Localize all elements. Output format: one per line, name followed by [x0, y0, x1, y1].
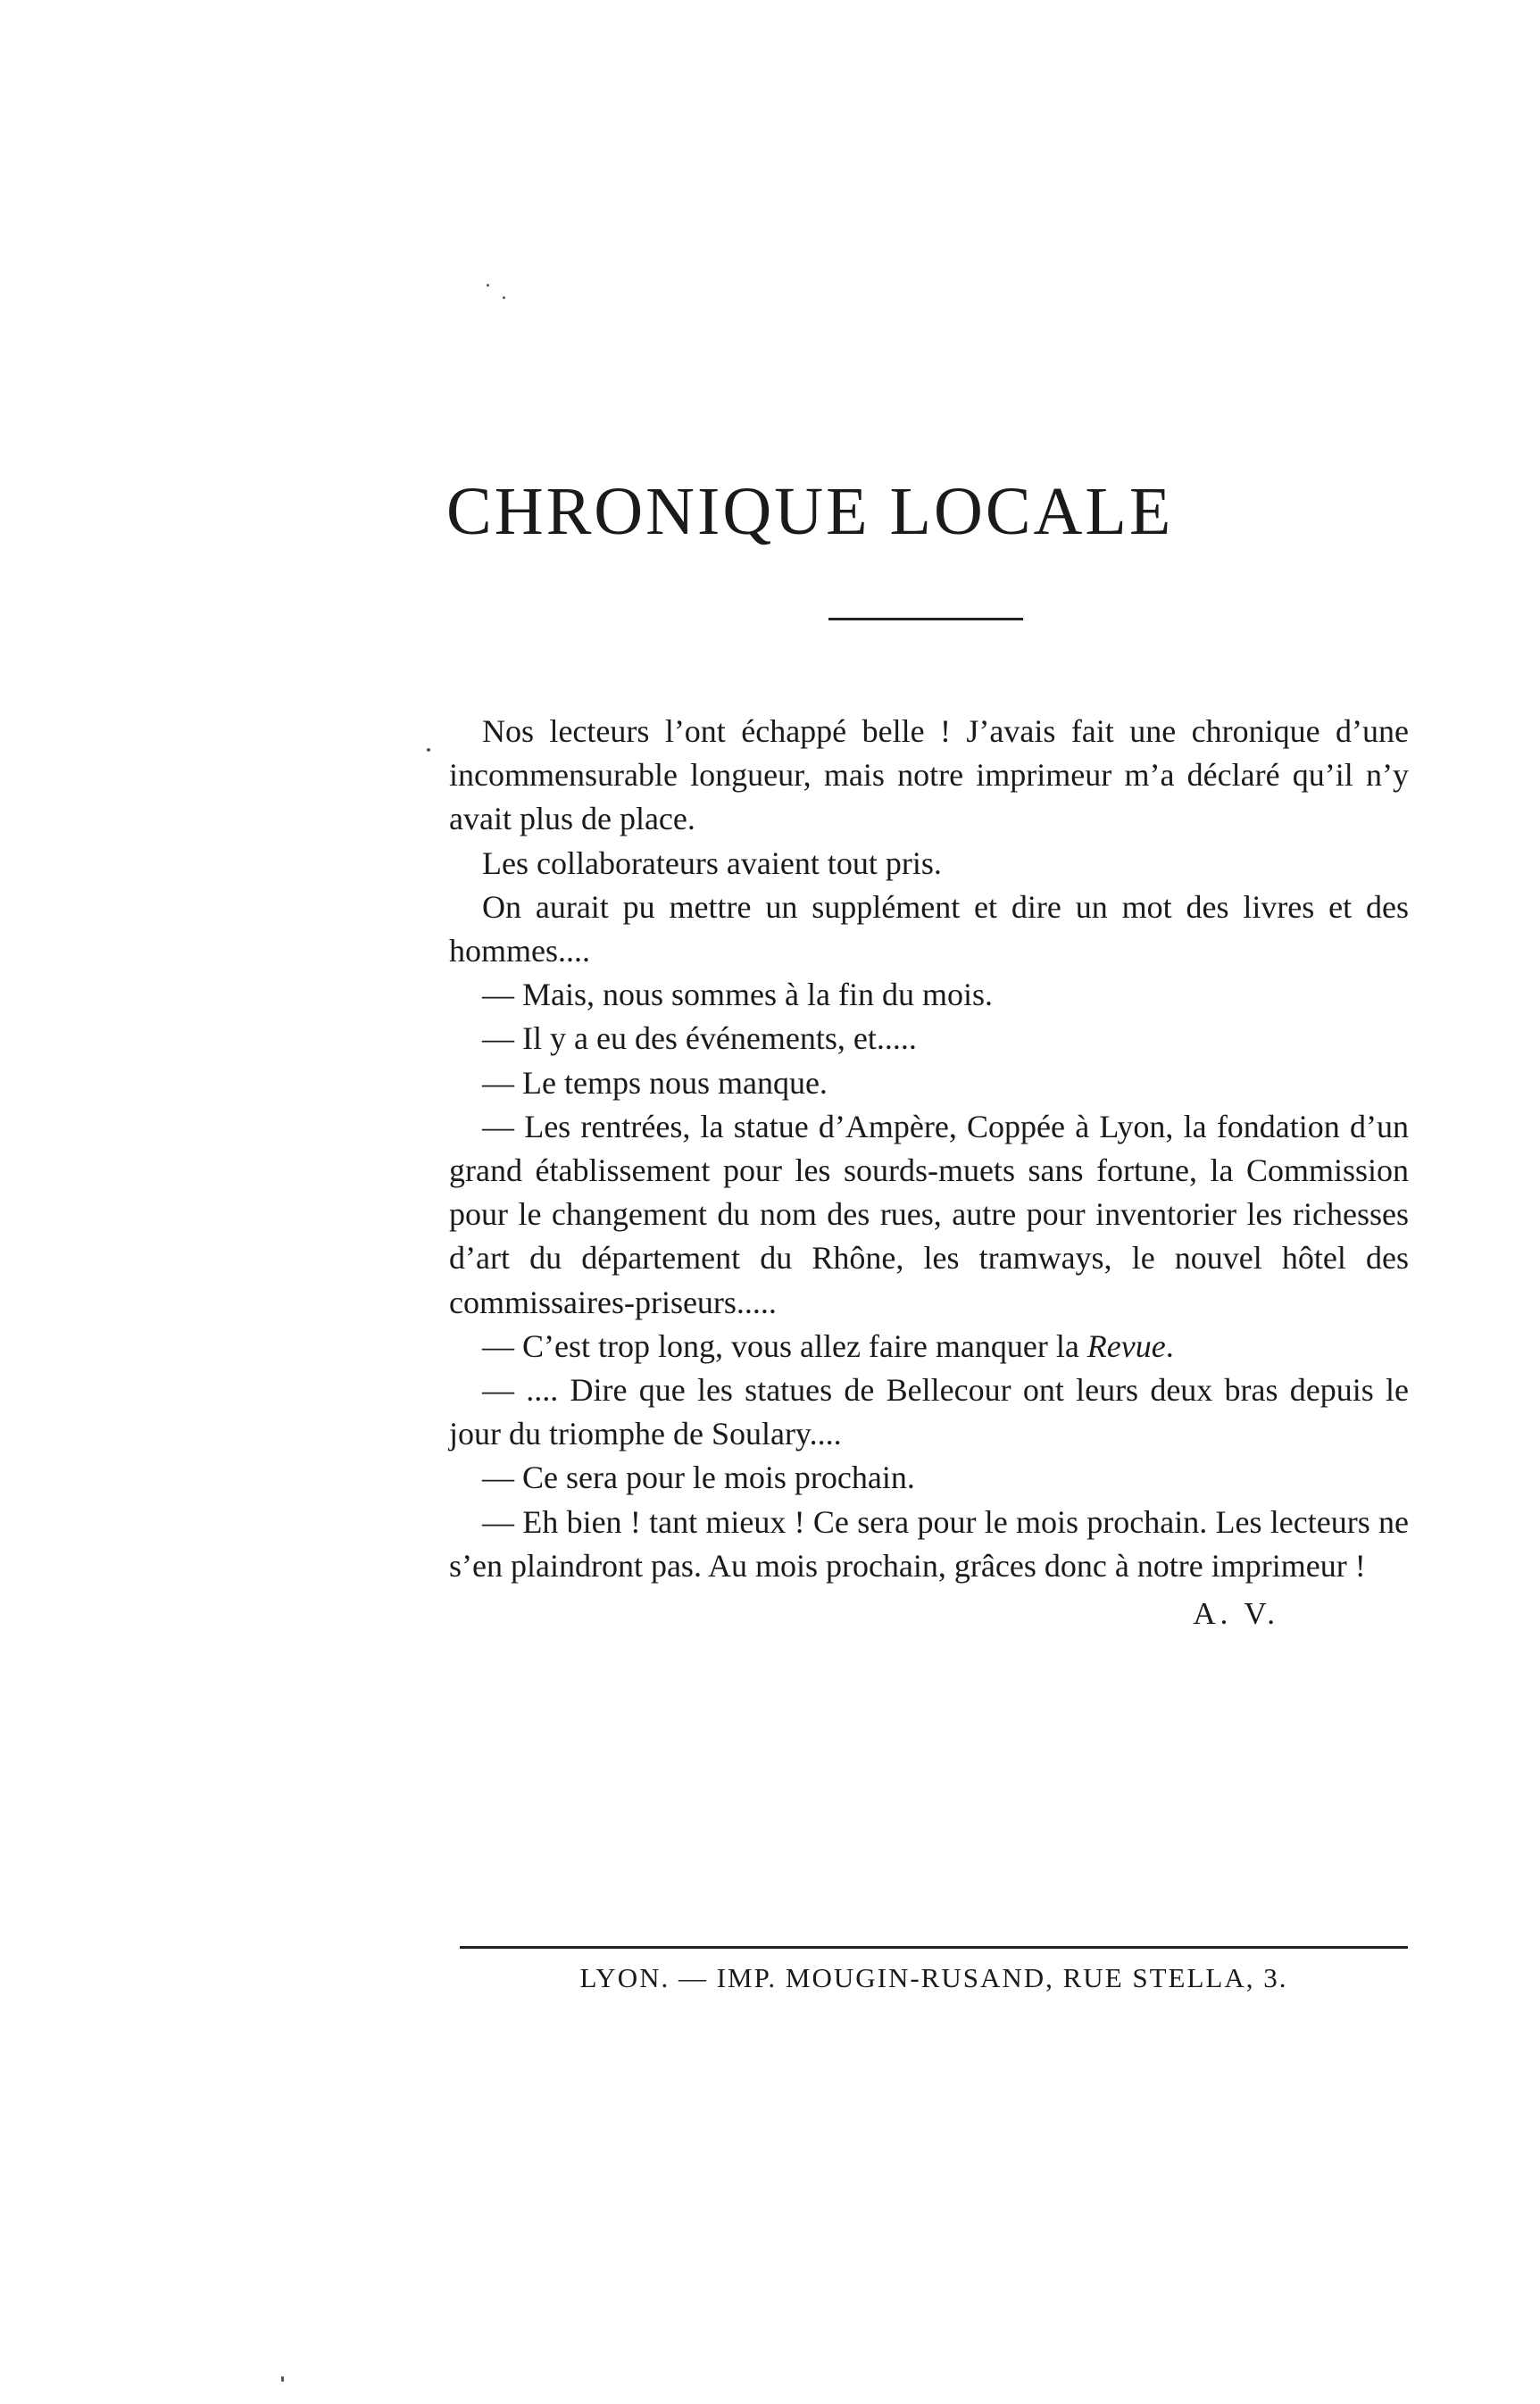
- paragraph: — Le temps nous manque.: [482, 1064, 828, 1101]
- author-signature: A. V.: [1193, 1596, 1279, 1632]
- print-speck: [487, 284, 489, 287]
- paragraph: — Ce sera pour le mois prochain.: [482, 1460, 915, 1496]
- printer-imprint: LYON. — IMP. MOUGIN-RUSAND, RUE STELLA, 3.: [579, 1962, 1288, 1993]
- paragraph: — Il y a eu des événements, et.....: [482, 1020, 917, 1057]
- print-speck: [281, 2376, 284, 2382]
- paragraph: On aurait pu mettre un supplément et dire un mot des livres et des hommes....: [449, 888, 1409, 969]
- revue-title: Revue: [1086, 1327, 1166, 1364]
- paragraph: Nos lecteurs l’ont échappé belle ! J’avais fait une chronique d’une incommensurable longueur, mais notre imprimeur m’a déclaré qu’il n’y avait plus de place.: [449, 713, 1409, 837]
- paragraph: — .... Dire que les statues de Bellecour ont leurs deux bras depuis le jour du triomphe de Soulary....: [449, 1372, 1409, 1452]
- paragraph: — Mais, nous sommes à la fin du mois.: [482, 977, 993, 1013]
- paragraph: — Les rentrées, la statue d’Ampère, Coppée à Lyon, la fondation d’un grand établissement pour les sourds-muets sans fortune, la Commission pour le changement du nom des rues, autre pour inventorier les richesses d’art du département du Rhône, les tramways, le nouvel hôtel des commissaires-priseurs.....: [449, 1108, 1409, 1320]
- print-speck: [503, 296, 505, 299]
- print-speck: [427, 748, 430, 752]
- paragraph-text: — C’est trop long, vous allez faire manquer la: [482, 1327, 1087, 1364]
- title-divider: [828, 618, 1023, 620]
- paragraph-text: .: [1165, 1327, 1174, 1364]
- chronicle-body: [449, 710, 1409, 1635]
- paragraph: — Eh bien ! tant mieux ! Ce sera pour le mois prochain. Les lecteurs ne s’en plaindront pas. Au mois prochain, grâces donc à notre imprimeur !: [449, 1503, 1409, 1584]
- footer-divider: [460, 1946, 1408, 1949]
- paragraph: Les collaborateurs avaient tout pris.: [482, 844, 942, 881]
- paragraph: [449, 1325, 1409, 1368]
- page-title: CHRONIQUE LOCALE: [446, 474, 1174, 549]
